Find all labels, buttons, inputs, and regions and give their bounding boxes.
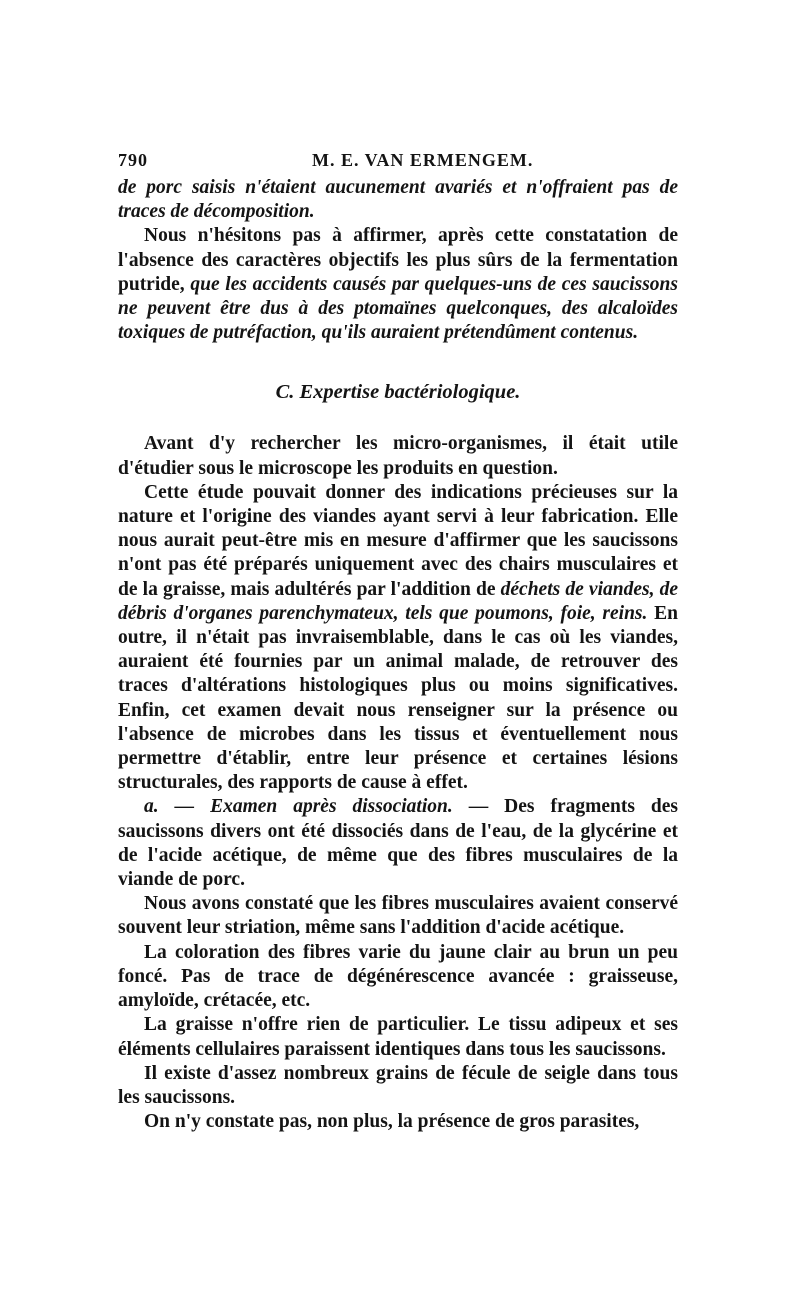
running-head-author: M. E. VAN ERMENGEM. xyxy=(312,150,534,170)
paragraph-text: Cette étude pouvait donner des indications précieuses sur la nature et l'origine des viandes ayant servi à leur fabrication. Elle nous aurait peut-être mis en mesure d'affirmer que les saucissons n'ont pas été préparés uniquement avec des chairs musculaires et de la graisse, mais adultérés par l'addition de xyxy=(118,481,678,600)
paragraph xyxy=(118,224,678,345)
running-head xyxy=(118,150,678,176)
page-number: 790 xyxy=(118,150,148,170)
italic-text: déchets de viandes, de débris d'organes parenchymateux, tels que poumons, foie, reins. xyxy=(118,578,678,624)
paragraph-text: En outre, il n'était pas invraisemblable, dans le cas où les viandes, auraient été fournies par un animal malade, de retrouver des traces d'altérations histologiques plus ou moins significatives. Enfin, cet examen devait nous renseigner sur la présence ou l'absence de microbes dans les tissus et éventuellement nous permettre d'établir, entre leur présence et certaines lésions structurales, des rapports de cause à effet. xyxy=(118,602,678,794)
italic-text: que les accidents causés par quelques-uns de ces saucissons ne peuvent être dus à des ptomaïnes quelconques, des alcaloïdes toxiques de putréfaction, qu'ils auraient prétendûment contenus. xyxy=(118,273,678,344)
paragraph: La graisse n'offre rien de particulier. Le tissu adipeux et ses éléments cellulaires paraissent identiques dans tous les saucissons. xyxy=(118,1014,678,1060)
book-page xyxy=(118,150,678,1134)
paragraph: La coloration des fibres varie du jaune clair au brun un peu foncé. Pas de trace de dégénérescence avancée : graisseuse, amyloïde, crétacée, etc. xyxy=(118,941,678,1012)
paragraph-subsection xyxy=(118,795,678,892)
paragraph xyxy=(118,481,678,796)
paragraph: On n'y constate pas, non plus, la présence de gros parasites, xyxy=(144,1111,640,1133)
paragraph: Il existe d'assez nombreux grains de fécule de seigle dans tous les saucissons. xyxy=(118,1062,678,1108)
italic-text: de porc saisis n'étaient aucunement avariés et n'offraient pas de traces de décomposition. xyxy=(118,177,678,223)
paragraph: Nous avons constaté que les fibres musculaires avaient conservé souvent leur striation, même sans l'addition d'acide acétique. xyxy=(118,893,678,939)
section-title: C. Expertise bactériologique. xyxy=(275,381,521,404)
paragraph-text: — Des fragments des saucissons divers ont été dissociés dans de l'eau, de la glycérine et de l'acide acétique, de même que des fibres musculaires de la viande de porc. xyxy=(118,796,678,891)
paragraph: Avant d'y rechercher les micro-organismes, il était utile d'étudier sous le microscope les produits en question. xyxy=(118,433,678,479)
subsection-heading: a. — Examen après dissociation. xyxy=(144,796,453,818)
paragraph-text: Nous n'hésitons pas à affirmer, après cette constatation de l'absence des caractères objectifs les plus sûrs de la fermentation putride, xyxy=(118,225,678,295)
paragraph-continuation xyxy=(118,176,678,224)
